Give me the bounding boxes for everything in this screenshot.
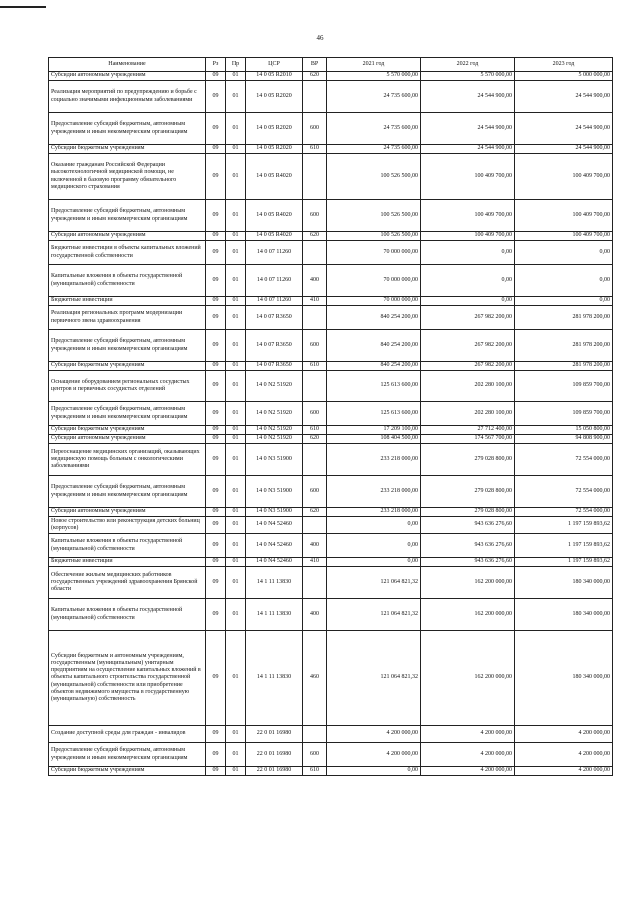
row-name: Оказание гражданам Российской Федерации высокотехнологичной медицинской помощи, не включенной в базовую программу обязательного медицинского страхования xyxy=(49,154,206,200)
row-value-2023: 0,00 xyxy=(515,265,613,297)
table-row xyxy=(49,362,613,371)
row-value-2023: 24 544 900,00 xyxy=(515,113,613,145)
row-value-2023: 15 050 800,00 xyxy=(515,426,613,435)
table-row xyxy=(49,72,613,81)
row-vr: 400 xyxy=(303,265,327,297)
row-vr xyxy=(303,567,327,599)
row-vr: 620 xyxy=(303,72,327,81)
row-value-2022: 5 570 000,00 xyxy=(421,72,515,81)
row-value-2023: 72 554 000,00 xyxy=(515,444,613,476)
row-value-2022: 279 028 800,00 xyxy=(421,476,515,508)
row-value-2022: 4 200 000,00 xyxy=(421,767,515,776)
row-pr: 01 xyxy=(226,306,246,330)
row-rz: 09 xyxy=(206,599,226,631)
row-value-2023: 5 000 000,00 xyxy=(515,72,613,81)
row-name: Реализация региональных программ модернизации первичного звена здравоохранения xyxy=(49,306,206,330)
row-value-2023: 24 544 900,00 xyxy=(515,145,613,154)
row-rz: 09 xyxy=(206,330,226,362)
row-pr: 01 xyxy=(226,435,246,444)
row-value-2023: 1 197 159 893,62 xyxy=(515,517,613,534)
row-value-2022: 0,00 xyxy=(421,297,515,306)
row-value-2023: 4 200 000,00 xyxy=(515,767,613,776)
row-pr: 01 xyxy=(226,743,246,767)
row-vr xyxy=(303,306,327,330)
row-vr: 610 xyxy=(303,362,327,371)
row-value-2022: 4 200 000,00 xyxy=(421,743,515,767)
row-value-2021: 840 254 200,00 xyxy=(327,330,421,362)
row-value-2023: 281 978 200,00 xyxy=(515,330,613,362)
row-value-2022: 0,00 xyxy=(421,241,515,265)
row-name: Субсидии бюджетным учреждениям xyxy=(49,767,206,776)
row-csr: 14 0 07 R3650 xyxy=(246,306,303,330)
row-value-2021: 121 064 821,32 xyxy=(327,567,421,599)
row-value-2023: 1 197 159 893,62 xyxy=(515,534,613,558)
row-value-2021: 121 064 821,32 xyxy=(327,631,421,726)
row-pr: 01 xyxy=(226,81,246,113)
row-csr: 14 0 07 R3650 xyxy=(246,330,303,362)
row-value-2021: 840 254 200,00 xyxy=(327,306,421,330)
row-value-2022: 267 982 200,00 xyxy=(421,362,515,371)
row-rz: 09 xyxy=(206,297,226,306)
col-header-2023: 2023 год xyxy=(515,58,613,72)
row-rz: 09 xyxy=(206,200,226,232)
row-value-2023: 100 409 700,00 xyxy=(515,200,613,232)
row-csr: 14 0 N3 51900 xyxy=(246,444,303,476)
row-rz: 09 xyxy=(206,558,226,567)
row-value-2023: 180 340 000,00 xyxy=(515,631,613,726)
row-csr: 14 0 05 R4020 xyxy=(246,154,303,200)
row-pr: 01 xyxy=(226,426,246,435)
row-csr: 14 0 05 R4020 xyxy=(246,232,303,241)
row-name: Бюджетные инвестиции xyxy=(49,297,206,306)
table-row xyxy=(49,241,613,265)
row-value-2021: 70 000 000,00 xyxy=(327,297,421,306)
table-row xyxy=(49,306,613,330)
row-value-2022: 202 280 100,00 xyxy=(421,402,515,426)
corner-mark xyxy=(0,6,46,8)
col-header-pr: Пр xyxy=(226,58,246,72)
row-name: Предоставление субсидий бюджетным, автономным учреждениям и иным некоммерческим организациям xyxy=(49,330,206,362)
row-rz: 09 xyxy=(206,726,226,743)
row-name: Оснащение оборудованием региональных сосудистых центров и первичных сосудистых отделений xyxy=(49,371,206,402)
table-row xyxy=(49,534,613,558)
row-rz: 09 xyxy=(206,767,226,776)
row-value-2022: 24 544 900,00 xyxy=(421,113,515,145)
row-value-2022: 174 567 700,00 xyxy=(421,435,515,444)
row-value-2021: 4 200 000,00 xyxy=(327,726,421,743)
row-csr: 14 0 05 R2020 xyxy=(246,81,303,113)
row-value-2023: 180 340 000,00 xyxy=(515,567,613,599)
row-rz: 09 xyxy=(206,567,226,599)
row-value-2023: 1 197 159 893,62 xyxy=(515,558,613,567)
table-row xyxy=(49,265,613,297)
row-vr: 610 xyxy=(303,767,327,776)
row-pr: 01 xyxy=(226,767,246,776)
col-header-name: Наименование xyxy=(49,58,206,72)
row-vr: 620 xyxy=(303,508,327,517)
row-name: Новое строительство или реконструкция детских больниц (корпусов) xyxy=(49,517,206,534)
row-pr: 01 xyxy=(226,154,246,200)
row-csr: 14 0 N4 52460 xyxy=(246,558,303,567)
table-row xyxy=(49,154,613,200)
row-name: Субсидии автономным учреждениям xyxy=(49,435,206,444)
row-value-2021: 70 000 000,00 xyxy=(327,265,421,297)
row-pr: 01 xyxy=(226,726,246,743)
row-name: Субсидии автономным учреждениям xyxy=(49,232,206,241)
row-csr: 14 0 07 R3650 xyxy=(246,362,303,371)
row-name: Предоставление субсидий бюджетным, автономным учреждениям и иным некоммерческим организациям xyxy=(49,476,206,508)
row-name: Реализация мероприятий по предупреждению и борьбе с социально значимыми инфекционными заболеваниями xyxy=(49,81,206,113)
row-value-2022: 24 544 900,00 xyxy=(421,145,515,154)
row-name: Предоставление субсидий бюджетным, автономным учреждениям и иным некоммерческим организациям xyxy=(49,402,206,426)
row-rz: 09 xyxy=(206,402,226,426)
col-header-csr: ЦСР xyxy=(246,58,303,72)
row-pr: 01 xyxy=(226,200,246,232)
row-name: Предоставление субсидий бюджетным, автономным учреждениям и иным некоммерческим организациям xyxy=(49,113,206,145)
row-value-2022: 943 636 276,60 xyxy=(421,517,515,534)
table-row xyxy=(49,371,613,402)
row-pr: 01 xyxy=(226,297,246,306)
row-value-2023: 109 859 700,00 xyxy=(515,371,613,402)
table-row xyxy=(49,113,613,145)
table-row xyxy=(49,726,613,743)
row-pr: 01 xyxy=(226,330,246,362)
row-csr: 14 0 05 R2010 xyxy=(246,72,303,81)
col-header-2021: 2021 год xyxy=(327,58,421,72)
row-csr: 14 0 07 11260 xyxy=(246,265,303,297)
row-csr: 14 0 N2 51920 xyxy=(246,426,303,435)
row-rz: 09 xyxy=(206,241,226,265)
row-rz: 09 xyxy=(206,72,226,81)
row-pr: 01 xyxy=(226,444,246,476)
row-vr: 400 xyxy=(303,599,327,631)
row-value-2021: 70 000 000,00 xyxy=(327,241,421,265)
row-name: Бюджетные инвестиции xyxy=(49,558,206,567)
row-vr: 600 xyxy=(303,402,327,426)
row-value-2021: 108 404 500,00 xyxy=(327,435,421,444)
table-row xyxy=(49,767,613,776)
row-value-2022: 943 636 276,60 xyxy=(421,534,515,558)
table-row xyxy=(49,444,613,476)
row-name: Субсидии автономным учреждениям xyxy=(49,508,206,517)
row-name: Субсидии бюджетным учреждениям xyxy=(49,426,206,435)
row-name: Субсидии бюджетным и автономным учреждениям, государственным (муниципальным) унитарным предприятиям на осуществление капитальных вложений в объекты капитального строительства государственной (муниципальной) собственности или приобретение объектов недвижимого имущества в государственную (муниципальную) собственность xyxy=(49,631,206,726)
row-name: Бюджетные инвестиции в объекты капитальных вложений государственной собственности xyxy=(49,241,206,265)
row-csr: 14 0 07 11260 xyxy=(246,297,303,306)
table-row xyxy=(49,631,613,726)
row-value-2023: 0,00 xyxy=(515,241,613,265)
row-value-2021: 0,00 xyxy=(327,517,421,534)
table-row xyxy=(49,145,613,154)
row-pr: 01 xyxy=(226,113,246,145)
row-value-2021: 24 735 600,00 xyxy=(327,113,421,145)
row-value-2021: 17 209 100,00 xyxy=(327,426,421,435)
row-rz: 09 xyxy=(206,371,226,402)
row-vr: 610 xyxy=(303,426,327,435)
row-value-2022: 0,00 xyxy=(421,265,515,297)
row-vr xyxy=(303,241,327,265)
row-pr: 01 xyxy=(226,517,246,534)
row-value-2021: 100 526 500,00 xyxy=(327,232,421,241)
row-value-2022: 100 409 700,00 xyxy=(421,232,515,241)
row-rz: 09 xyxy=(206,435,226,444)
row-name: Субсидии бюджетным учреждениям xyxy=(49,145,206,154)
col-header-rz: Рз xyxy=(206,58,226,72)
header-row xyxy=(49,58,613,72)
row-rz: 09 xyxy=(206,534,226,558)
row-csr: 14 0 N3 51900 xyxy=(246,508,303,517)
row-csr: 14 0 07 11260 xyxy=(246,241,303,265)
row-name: Субсидии бюджетным учреждениям xyxy=(49,362,206,371)
row-value-2023: 281 978 200,00 xyxy=(515,362,613,371)
row-vr: 600 xyxy=(303,476,327,508)
row-value-2023: 180 340 000,00 xyxy=(515,599,613,631)
row-value-2021: 0,00 xyxy=(327,558,421,567)
row-csr: 14 0 N2 51920 xyxy=(246,435,303,444)
row-rz: 09 xyxy=(206,631,226,726)
table-row xyxy=(49,81,613,113)
row-pr: 01 xyxy=(226,476,246,508)
row-pr: 01 xyxy=(226,599,246,631)
row-csr: 22 0 01 16980 xyxy=(246,743,303,767)
row-csr: 14 0 05 R2020 xyxy=(246,145,303,154)
row-value-2022: 943 636 276,60 xyxy=(421,558,515,567)
row-rz: 09 xyxy=(206,154,226,200)
row-rz: 09 xyxy=(206,362,226,371)
row-vr: 600 xyxy=(303,200,327,232)
row-csr: 14 0 N2 51920 xyxy=(246,371,303,402)
row-vr xyxy=(303,81,327,113)
row-vr: 600 xyxy=(303,743,327,767)
row-value-2022: 100 409 700,00 xyxy=(421,154,515,200)
row-value-2023: 100 409 700,00 xyxy=(515,232,613,241)
table-row xyxy=(49,426,613,435)
row-value-2021: 121 064 821,32 xyxy=(327,599,421,631)
row-rz: 09 xyxy=(206,517,226,534)
row-vr xyxy=(303,517,327,534)
row-csr: 14 0 05 R4020 xyxy=(246,200,303,232)
table-body xyxy=(49,72,613,776)
row-rz: 09 xyxy=(206,444,226,476)
row-csr: 14 1 11 13830 xyxy=(246,599,303,631)
row-value-2021: 125 613 600,00 xyxy=(327,371,421,402)
row-pr: 01 xyxy=(226,631,246,726)
row-value-2021: 125 613 600,00 xyxy=(327,402,421,426)
row-value-2021: 5 570 000,00 xyxy=(327,72,421,81)
row-value-2021: 233 218 000,00 xyxy=(327,444,421,476)
row-value-2023: 72 554 000,00 xyxy=(515,476,613,508)
row-csr: 14 0 N2 51920 xyxy=(246,402,303,426)
row-value-2022: 202 280 100,00 xyxy=(421,371,515,402)
row-value-2021: 100 526 500,00 xyxy=(327,154,421,200)
page-number: 46 xyxy=(316,34,324,42)
table-row xyxy=(49,200,613,232)
row-rz: 09 xyxy=(206,145,226,154)
row-value-2022: 267 982 200,00 xyxy=(421,330,515,362)
row-name: Обеспечение жильем медицинских работников государственных учреждений здравоохранения Брянской области xyxy=(49,567,206,599)
row-value-2022: 100 409 700,00 xyxy=(421,200,515,232)
table-row xyxy=(49,508,613,517)
row-value-2022: 162 200 000,00 xyxy=(421,599,515,631)
row-csr: 22 0 01 16980 xyxy=(246,767,303,776)
row-pr: 01 xyxy=(226,241,246,265)
row-rz: 09 xyxy=(206,508,226,517)
table-row xyxy=(49,435,613,444)
row-value-2023: 0,00 xyxy=(515,297,613,306)
row-value-2021: 0,00 xyxy=(327,534,421,558)
table-row xyxy=(49,558,613,567)
row-value-2021: 0,00 xyxy=(327,767,421,776)
row-vr: 410 xyxy=(303,297,327,306)
row-csr: 14 0 05 R2020 xyxy=(246,113,303,145)
row-value-2021: 233 218 000,00 xyxy=(327,508,421,517)
table-row xyxy=(49,517,613,534)
row-vr xyxy=(303,154,327,200)
row-value-2021: 4 200 000,00 xyxy=(327,743,421,767)
row-pr: 01 xyxy=(226,402,246,426)
table-row xyxy=(49,330,613,362)
row-value-2023: 281 978 200,00 xyxy=(515,306,613,330)
row-value-2023: 4 200 000,00 xyxy=(515,726,613,743)
table-row xyxy=(49,476,613,508)
row-pr: 01 xyxy=(226,265,246,297)
row-pr: 01 xyxy=(226,534,246,558)
row-csr: 14 0 N4 52460 xyxy=(246,517,303,534)
row-rz: 09 xyxy=(206,113,226,145)
row-csr: 14 0 N3 51900 xyxy=(246,476,303,508)
row-name: Предоставление субсидий бюджетным, автономным учреждениям и иным некоммерческим организациям xyxy=(49,200,206,232)
row-rz: 09 xyxy=(206,426,226,435)
budget-table xyxy=(48,57,613,776)
row-pr: 01 xyxy=(226,145,246,154)
table-row xyxy=(49,402,613,426)
row-name: Капитальные вложения в объекты государственной (муниципальной) собственности xyxy=(49,265,206,297)
row-vr: 410 xyxy=(303,558,327,567)
row-csr: 14 1 11 13830 xyxy=(246,567,303,599)
row-value-2022: 4 200 000,00 xyxy=(421,726,515,743)
row-value-2022: 162 200 000,00 xyxy=(421,567,515,599)
row-value-2023: 4 200 000,00 xyxy=(515,743,613,767)
row-rz: 09 xyxy=(206,743,226,767)
row-value-2022: 24 544 900,00 xyxy=(421,81,515,113)
row-vr: 610 xyxy=(303,145,327,154)
row-rz: 09 xyxy=(206,232,226,241)
table-row xyxy=(49,567,613,599)
row-value-2023: 24 544 900,00 xyxy=(515,81,613,113)
row-value-2021: 233 218 000,00 xyxy=(327,476,421,508)
row-csr: 22 0 01 16980 xyxy=(246,726,303,743)
row-pr: 01 xyxy=(226,508,246,517)
row-value-2023: 109 859 700,00 xyxy=(515,402,613,426)
table-row xyxy=(49,232,613,241)
row-vr: 600 xyxy=(303,113,327,145)
row-value-2021: 24 735 600,00 xyxy=(327,145,421,154)
row-vr: 620 xyxy=(303,435,327,444)
row-vr: 460 xyxy=(303,631,327,726)
row-vr: 400 xyxy=(303,534,327,558)
table-row xyxy=(49,297,613,306)
row-vr: 620 xyxy=(303,232,327,241)
row-value-2023: 72 554 000,00 xyxy=(515,508,613,517)
row-vr: 600 xyxy=(303,330,327,362)
row-pr: 01 xyxy=(226,232,246,241)
col-header-2022: 2022 год xyxy=(421,58,515,72)
table-row xyxy=(49,743,613,767)
row-value-2023: 100 409 700,00 xyxy=(515,154,613,200)
row-rz: 09 xyxy=(206,81,226,113)
row-name: Капитальные вложения в объекты государственной (муниципальной) собственности xyxy=(49,534,206,558)
row-name: Субсидии автономным учреждениям xyxy=(49,72,206,81)
row-value-2022: 27 712 400,00 xyxy=(421,426,515,435)
row-value-2021: 840 254 200,00 xyxy=(327,362,421,371)
row-value-2022: 267 982 200,00 xyxy=(421,306,515,330)
row-rz: 09 xyxy=(206,306,226,330)
row-value-2021: 100 526 500,00 xyxy=(327,200,421,232)
row-pr: 01 xyxy=(226,72,246,81)
row-name: Предоставление субсидий бюджетным, автономным учреждениям и иным некоммерческим организациям xyxy=(49,743,206,767)
row-vr xyxy=(303,371,327,402)
row-pr: 01 xyxy=(226,371,246,402)
row-csr: 14 1 11 13830 xyxy=(246,631,303,726)
row-pr: 01 xyxy=(226,362,246,371)
row-value-2022: 279 028 800,00 xyxy=(421,444,515,476)
table-row xyxy=(49,599,613,631)
row-vr xyxy=(303,444,327,476)
row-value-2022: 162 200 000,00 xyxy=(421,631,515,726)
row-value-2023: 94 808 900,00 xyxy=(515,435,613,444)
row-name: Создание доступной среды для граждан - инвалидов xyxy=(49,726,206,743)
row-pr: 01 xyxy=(226,558,246,567)
col-header-vr: ВР xyxy=(303,58,327,72)
row-rz: 09 xyxy=(206,476,226,508)
row-pr: 01 xyxy=(226,567,246,599)
row-vr xyxy=(303,726,327,743)
row-value-2021: 24 735 600,00 xyxy=(327,81,421,113)
row-rz: 09 xyxy=(206,265,226,297)
row-csr: 14 0 N4 52460 xyxy=(246,534,303,558)
row-value-2022: 279 028 800,00 xyxy=(421,508,515,517)
row-name: Капитальные вложения в объекты государственной (муниципальной) собственности xyxy=(49,599,206,631)
row-name: Переоснащение медицинских организаций, оказывающих медицинскую помощь больным с онкологическими заболеваниями xyxy=(49,444,206,476)
